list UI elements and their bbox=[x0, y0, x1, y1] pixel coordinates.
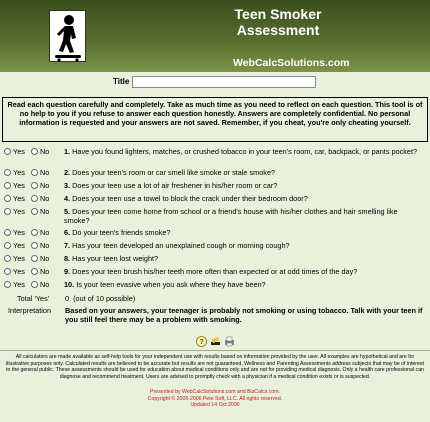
yes-label-9: Yes bbox=[13, 267, 25, 276]
question-text-2 bbox=[64, 168, 422, 177]
question-row-10 bbox=[0, 279, 430, 291]
total-yes-count: 0 bbox=[65, 294, 70, 303]
yes-label-10: Yes bbox=[13, 280, 25, 289]
question-number-10: 10. bbox=[64, 280, 75, 289]
question-body-8: Has your teen lost weight? bbox=[72, 254, 159, 263]
question-body-1: Have you found lighters, matches, or crushed tobacco in your teen's room, car, backpack, or pants pocket? bbox=[72, 147, 418, 156]
no-radio-7[interactable] bbox=[31, 242, 38, 249]
yes-radio-9[interactable] bbox=[4, 268, 11, 275]
presented-by: Presented by WebCalcSolutions.com and BizCalcs.com. bbox=[150, 389, 280, 395]
interpretation-text: Based on your answers, your teenager is probably not smoking or using tobacco. Talk with your teen if you still feel there may be a problem with smoking. bbox=[65, 306, 423, 324]
no-radio-5[interactable] bbox=[31, 208, 38, 215]
question-text-5 bbox=[64, 207, 422, 225]
question-row-6 bbox=[0, 227, 430, 239]
copyright: Copyright © 2005-2006 Pete Soft, LLC. All rights reserved. bbox=[147, 395, 283, 402]
instructions-box: Read each question carefully and completely. Take as much time as you need to reflect on each question. This tool is of no help to you if you refuse to answer each question honestly. Answers are completely confidential. No personal information is requested and your answers are not saved. Remember, if you cheat, you're only cheating yourself. bbox=[2, 97, 428, 142]
app-title-line1: Teen Smoker bbox=[234, 6, 322, 22]
yes-radio-7[interactable] bbox=[4, 242, 11, 249]
question-body-9: Does your teen brush his/her teeth more often than expected or at odd times of the day? bbox=[72, 267, 358, 276]
no-label-7: No bbox=[40, 241, 50, 250]
no-radio-3[interactable] bbox=[31, 182, 38, 189]
question-number-3: 3. bbox=[64, 181, 71, 190]
question-row-2 bbox=[0, 167, 430, 179]
yes-label-4: Yes bbox=[13, 194, 25, 203]
title-input[interactable] bbox=[132, 76, 316, 88]
no-label-6: No bbox=[40, 228, 50, 237]
print-icon[interactable] bbox=[224, 334, 235, 345]
yes-radio-8[interactable] bbox=[4, 255, 11, 262]
site-name: WebCalcSolutions.com bbox=[233, 57, 350, 69]
no-label-9: No bbox=[40, 267, 50, 276]
title-row bbox=[0, 76, 430, 90]
question-body-4: Does your teen use a towel to block the crack under their bedroom door? bbox=[72, 194, 308, 203]
question-number-8: 8. bbox=[64, 254, 71, 263]
question-row-5 bbox=[0, 206, 430, 225]
yes-label-3: Yes bbox=[13, 181, 25, 190]
updated-date: Updated 14 Oct 2006 bbox=[190, 402, 240, 409]
app-title-line2: Assessment bbox=[236, 22, 320, 38]
question-number-6: 6. bbox=[64, 228, 71, 237]
no-label-3: No bbox=[40, 181, 50, 190]
question-text-8 bbox=[64, 254, 422, 263]
header-banner bbox=[0, 0, 430, 72]
yes-radio-2[interactable] bbox=[4, 169, 11, 176]
no-radio-4[interactable] bbox=[31, 195, 38, 202]
yes-label-1: Yes bbox=[13, 147, 25, 156]
question-body-2: Does your teen's room or car smell like smoke or stale smoke? bbox=[72, 168, 276, 177]
no-radio-2[interactable] bbox=[31, 169, 38, 176]
question-number-2: 2. bbox=[64, 168, 71, 177]
question-row-3 bbox=[0, 180, 430, 192]
skateboarder-logo bbox=[49, 10, 86, 62]
question-text-4 bbox=[64, 194, 422, 203]
question-number-4: 4. bbox=[64, 194, 71, 203]
clear-icon[interactable] bbox=[210, 334, 221, 345]
question-body-3: Does your teen use a lot of air freshener in his/her room or car? bbox=[72, 181, 278, 190]
yes-label-5: Yes bbox=[13, 207, 25, 216]
no-label-4: No bbox=[40, 194, 50, 203]
no-radio-8[interactable] bbox=[31, 255, 38, 262]
question-body-7: Has your teen developed an unexplained cough or morning cough? bbox=[72, 241, 290, 250]
question-number-9: 9. bbox=[64, 267, 71, 276]
question-body-10: Is your teen evasive when you ask where they have been? bbox=[76, 280, 266, 289]
yes-radio-10[interactable] bbox=[4, 281, 11, 288]
disclaimer-text: All calculators are made available as self-help tools for your independent use with results based on information provided by the user. All examples are hypothetical and are for illustrative purposes only. Calculated results are believed to be accurate but results are not guaranteed. Wellness and Parenting Assessments address subjects that may be of interest to the general public. These assessments should be used for education about medical conditions only and are not for providing medical diagnosis. Only a health care professional can diagnose and recommend treatment. Users are advised to promptly check with a physician if a medical condition exists or is suspected. bbox=[6, 354, 424, 380]
question-text-6 bbox=[64, 228, 422, 237]
question-text-10 bbox=[64, 280, 422, 289]
interpretation-label: Interpretation bbox=[8, 306, 51, 315]
question-row-1 bbox=[0, 146, 430, 164]
question-text-7 bbox=[64, 241, 422, 250]
question-row-4 bbox=[0, 193, 430, 205]
yes-label-6: Yes bbox=[13, 228, 25, 237]
app-title bbox=[208, 6, 348, 38]
no-radio-6[interactable] bbox=[31, 229, 38, 236]
question-body-5: Does your teen come home from school or a friend's house with his/her clothes and hair smelling like smoke? bbox=[64, 207, 398, 225]
svg-text:?: ? bbox=[199, 337, 204, 347]
question-row-8 bbox=[0, 253, 430, 265]
no-label-10: No bbox=[40, 280, 50, 289]
question-text-1 bbox=[64, 147, 422, 156]
title-label: Title bbox=[113, 77, 130, 86]
question-number-1: 1. bbox=[64, 147, 71, 156]
no-label-2: No bbox=[40, 168, 50, 177]
question-number-7: 7. bbox=[64, 241, 71, 250]
no-label-1: No bbox=[40, 147, 50, 156]
question-row-7 bbox=[0, 240, 430, 252]
no-radio-1[interactable] bbox=[31, 148, 38, 155]
no-radio-9[interactable] bbox=[31, 268, 38, 275]
yes-radio-4[interactable] bbox=[4, 195, 11, 202]
yes-radio-5[interactable] bbox=[4, 208, 11, 215]
no-label-8: No bbox=[40, 254, 50, 263]
yes-radio-1[interactable] bbox=[4, 148, 11, 155]
question-body-6: Do your teen's friends smoke? bbox=[72, 228, 171, 237]
total-yes-value bbox=[65, 294, 135, 303]
footer-divider bbox=[0, 350, 430, 351]
total-yes-label: Total 'Yes' bbox=[17, 294, 50, 303]
credits bbox=[0, 389, 430, 409]
yes-label-8: Yes bbox=[13, 254, 25, 263]
total-yes-suffix: (out of 10 possible) bbox=[73, 294, 136, 303]
help-icon[interactable] bbox=[196, 334, 207, 345]
action-icons bbox=[196, 334, 236, 346]
question-text-9 bbox=[64, 267, 422, 276]
no-label-5: No bbox=[40, 207, 50, 216]
yes-label-7: Yes bbox=[13, 241, 25, 250]
question-row-9 bbox=[0, 266, 430, 278]
skateboarder-icon bbox=[50, 11, 87, 63]
no-radio-10[interactable] bbox=[31, 281, 38, 288]
yes-label-2: Yes bbox=[13, 168, 25, 177]
question-text-3 bbox=[64, 181, 422, 190]
yes-radio-6[interactable] bbox=[4, 229, 11, 236]
question-number-5: 5. bbox=[64, 207, 71, 216]
yes-radio-3[interactable] bbox=[4, 182, 11, 189]
